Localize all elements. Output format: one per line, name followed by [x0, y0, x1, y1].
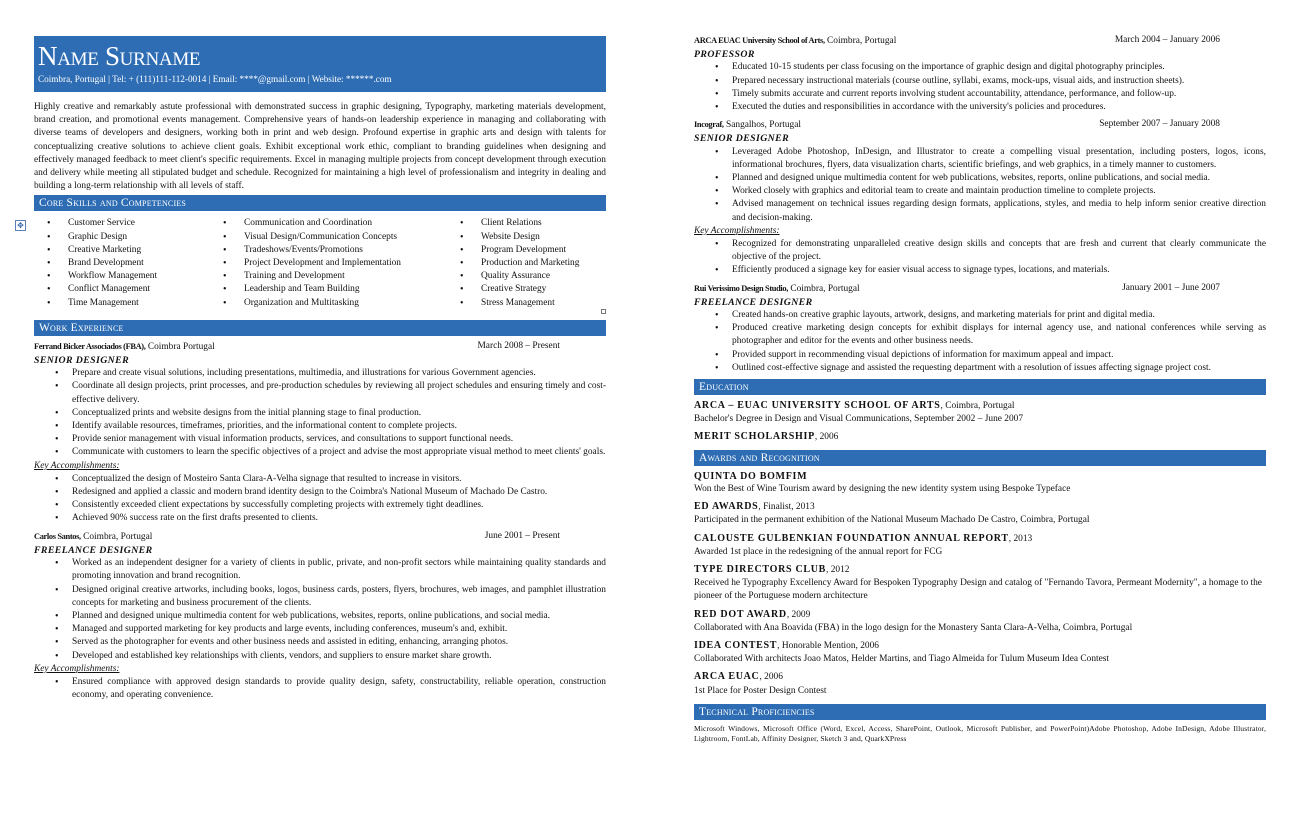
entry-name: MERIT SCHOLARSHIP: [694, 431, 815, 443]
job-employer: [34, 530, 152, 544]
skill-item: • Creative Marketing: [34, 244, 210, 257]
entry-description: 1st Place for Poster Design Contest: [694, 685, 827, 696]
job-title: FREELANCE DESIGNER: [34, 544, 153, 556]
entry-item: [694, 670, 1266, 697]
candidate-name: Name Surname: [38, 41, 201, 71]
employer-location: Coimbra Portugal: [145, 341, 215, 352]
key-accomplishments-label: Key Accomplishments:: [34, 460, 120, 471]
work-jobs-left: [34, 340, 606, 702]
skill-item: • Project Development and Implementation: [210, 257, 447, 270]
skill-item: • Creative Strategy: [447, 283, 597, 296]
skill-item: • Training and Development: [210, 270, 447, 283]
skill-item: • Website Design: [447, 231, 597, 244]
entry-description: Received he Typography Excellency Award for Bespoken Typography Design and catalog of "Fernando Tavora, Permeant Modernity", a homage to the pioneer of the Portuguese modern architecture: [694, 578, 1262, 602]
entry-name: ARCA – EUAC UNIVERSITY SCHOOL OF ARTS: [694, 400, 941, 412]
skill-item: • Graphic Design: [34, 231, 210, 244]
entry-title: [694, 639, 1266, 653]
job-header: [694, 118, 1266, 132]
job-employer: [694, 282, 860, 296]
entry-name: TYPE DIRECTORS CLUB: [694, 563, 827, 575]
name-banner: [34, 36, 606, 92]
entry-item: [694, 500, 1266, 527]
accomplishments-list: [34, 676, 606, 702]
duty-item: • Communicate with customers to learn the specific objectives of a project and advise the most appropriate visual method to meet clients' goals.: [34, 446, 606, 459]
accomplishment-item: • Redesigned and applied a classic and modern brand identity design to the Coimbra's National Museum of Machado De Castro.: [34, 486, 606, 499]
duty-item: • Leveraged Adobe Photoshop, InDesign, and Illustrator to create a compelling visual presentation, including posters, logos, icons, informational brochures, flyers, data visualization charts, scientific briefings, and web graphics, in a timely manner to customers.: [694, 146, 1266, 172]
entry-name: IDEA CONTEST: [694, 639, 778, 651]
table-resize-handle[interactable]: [601, 309, 606, 314]
skill-item: • Brand Development: [34, 257, 210, 270]
job-title: SENIOR DESIGNER: [694, 133, 790, 145]
entry-name: ED AWARDS: [694, 501, 759, 513]
entry-title: [694, 500, 1266, 514]
duty-item: • Prepare and create visual solutions, including presentations, multimedia, and illustrations for various Government agencies.: [34, 367, 606, 380]
job-dates: March 2008 – Present: [477, 340, 560, 351]
entry-name: CALOUSTE GULBENKIAN FOUNDATION ANNUAL REPORT: [694, 532, 1009, 544]
duty-item: • Coordinate all design projects, print processes, and pre-production schedules by reviewing all project schedules and ensuring timely and cost-effective delivery.: [34, 380, 606, 406]
accomplishment-item: • Consistently exceeded client expectations by successfully completing projects with extremely tight deadlines.: [34, 499, 606, 512]
job-header: [34, 530, 606, 544]
entry-detail: , 2006: [814, 432, 839, 443]
entry-title: [694, 608, 1266, 622]
entry-detail: , 2009: [786, 609, 811, 620]
entry-title: [694, 399, 1266, 413]
move-handle-icon[interactable]: ✥: [15, 220, 26, 231]
entry-title: [694, 670, 1266, 684]
section-heading-education: Education: [694, 379, 1266, 395]
employer-location: Sangalhos, Portugal: [723, 120, 801, 131]
entry-title: [694, 563, 1266, 577]
skills-column-2: [210, 217, 447, 309]
skill-item: • Leadership and Team Building: [210, 283, 447, 296]
skill-item: • Tradeshows/Events/Promotions: [210, 244, 447, 257]
duty-item: • Created hands-on creative graphic layouts, artwork, designs, and marketing materials for print and digital media.: [694, 309, 1266, 322]
entry-name: QUINTA DO BOMFIM: [694, 470, 808, 482]
employer-location: Coimbra, Portugal: [787, 283, 860, 294]
accomplishment-item: • Ensured compliance with approved design standards to provide quality design, safety, constructability, reliable operation, construction economy, and operating convenience.: [34, 676, 606, 702]
accomplishment-item: • Recognized for demonstrating unparalleled creative design skills and concepts that are fresh and current that clearly communicate the objective of the project.: [694, 238, 1266, 264]
skills-column-1: [34, 217, 210, 309]
job-duties: [34, 557, 606, 663]
section-heading-work: Work Experience: [34, 320, 606, 336]
duty-item: • Educated 10-15 students per class focusing on the importance of graphic design and digital photography principles.: [694, 61, 1266, 74]
job-entry: [34, 340, 606, 526]
entry-detail: , Honorable Mention, 2006: [777, 640, 879, 651]
entry-description: Participated in the permanent exhibition of the National Museum Machado De Castro, Coimbra, Portugal: [694, 515, 1090, 526]
job-entry: [34, 530, 606, 703]
job-entry: [694, 34, 1266, 114]
work-jobs-right: [694, 34, 1266, 375]
duty-item: • Developed and established key relationships with clients, vendors, and suppliers to ensure market share growth.: [34, 650, 606, 663]
entry-detail: , 2012: [826, 564, 850, 575]
employer-name: Carlos Santos,: [34, 531, 81, 541]
duty-item: • Timely submits accurate and current reports involving student accountability, attendance, performance, and follow-up.: [694, 88, 1266, 101]
duty-item: • Conceptualized prints and website designs from the initial planning stage to final production.: [34, 407, 606, 420]
contact-line: Coimbra, Portugal | Tel: + (111)111-112-0014 | Email: ****@gmail.com | Website: ******.com: [38, 74, 392, 84]
job-employer: [694, 34, 896, 48]
job-dates: September 2007 – January 2008: [1099, 119, 1220, 130]
entry-title: [694, 532, 1266, 546]
entry-name: ARCA EUAC: [694, 671, 760, 683]
skill-item: • Stress Management: [447, 297, 597, 310]
employer-name: ARCA EUAC University School of Arts,: [694, 36, 825, 45]
duty-item: • Provide senior management with visual information products, services, and consultations to support functional needs.: [34, 433, 606, 446]
skills-table: [17, 217, 606, 309]
duty-item: • Designed original creative artworks, including books, logos, business cards, posters, flyers, brochures, web images, and pamphlet illustration concepts for marketing and business procurement of the clients.: [34, 584, 606, 610]
job-duties: [694, 61, 1266, 114]
technical-proficiencies-text: Microsoft Windows, Microsoft Office (Word, Excel, Access, SharePoint, Outlook, Microsoft Publisher, and PowerPoint)Adobe Photoshop, Adobe InDesign, Adobe Illustrator, Lightroom, FontLab, Affinity Designer, Sketch 3 and, QuarkXPress: [694, 723, 1266, 744]
job-title: FREELANCE DESIGNER: [694, 296, 813, 308]
left-page-column: [17, 0, 606, 702]
duty-item: • Planned and designed unique multimedia content for web publications, websites, reports, online publications, and social media.: [694, 172, 1266, 185]
entry-item: [694, 430, 1266, 444]
section-heading-technical: Technical Proficiencies: [694, 704, 1266, 720]
skill-item: • Visual Design/Communication Concepts: [210, 231, 447, 244]
entry-description: Collaborated with Ana Boavida (FBA) in the logo design for the Monastery Santa Clara-A-Velha, Coimbra, Portugal: [694, 622, 1133, 633]
section-heading-skills: Core Skills and Competencies: [34, 195, 606, 211]
awards-list: [694, 470, 1266, 698]
entry-detail: , Coimbra, Portugal: [940, 401, 1015, 412]
duty-item: • Identify available resources, timeframes, priorities, and the informational content to complete projects.: [34, 420, 606, 433]
entry-item: [694, 639, 1266, 666]
entry-description: Bachelor's Degree in Design and Visual Communications, September 2002 – June 2007: [694, 414, 1024, 425]
employer-name: Incograf,: [694, 120, 724, 130]
entry-detail: , Finalist, 2013: [758, 502, 815, 513]
skill-item: • Client Relations: [447, 217, 597, 230]
skill-item: • Time Management: [34, 297, 210, 310]
skills-column-3: [447, 217, 597, 309]
employer-location: Coimbra, Portugal: [80, 531, 153, 542]
job-title: PROFESSOR: [694, 49, 755, 61]
entry-item: [694, 470, 1266, 496]
skill-item: • Quality Assurance: [447, 270, 597, 283]
skill-item: • Conflict Management: [34, 283, 210, 296]
skill-item: • Program Development: [447, 244, 597, 257]
entry-detail: , 2006: [759, 672, 783, 683]
job-entry: [694, 282, 1266, 375]
skill-item: • Communication and Coordination: [210, 217, 447, 230]
duty-item: • Prepared necessary instructional materials (course outline, syllabi, exams, mock-ups, visual aids, and instruction sheets).: [694, 75, 1266, 88]
duty-item: • Worked as an independent designer for a variety of clients in public, private, and non-profit sectors while maintaining quality standards and promoting innovation and brand recognition.: [34, 557, 606, 583]
entry-item: [694, 563, 1266, 604]
job-entry: [694, 118, 1266, 277]
job-dates: June 2001 – Present: [484, 530, 560, 541]
job-dates: January 2001 – June 2007: [1122, 282, 1220, 293]
job-duties: [694, 309, 1266, 375]
duty-item: • Managed and supported marketing for key products and large events, including conferences, museum's and, exhibit.: [34, 623, 606, 636]
job-dates: March 2004 – January 2006: [1114, 35, 1220, 45]
skill-item: • Workflow Management: [34, 270, 210, 283]
duty-item: • Planned and designed unique multimedia content for web publications, websites, reports, online publications, and social media.: [34, 610, 606, 623]
entry-title: [694, 470, 1266, 483]
job-title: SENIOR DESIGNER: [34, 355, 130, 367]
accomplishments-list: [694, 238, 1266, 278]
accomplishment-item: • Efficiently produced a signage key for easier visual access to signage types, locations, and materials.: [694, 264, 1266, 277]
entry-item: [694, 399, 1266, 426]
skill-item: • Production and Marketing: [447, 257, 597, 270]
key-accomplishments-label: Key Accomplishments:: [694, 225, 780, 236]
duty-item: • Served as the photographer for events and other business needs and assisted in editing, enhancing, arranging photos.: [34, 636, 606, 649]
key-accomplishments-label: Key Accomplishments:: [34, 663, 120, 674]
employer-name: Ferrand Bicker Associados (FBA),: [34, 341, 146, 351]
right-page-column: [694, 0, 1266, 745]
employer-name: Rui Verissimo Design Studio,: [694, 283, 788, 293]
accomplishments-list: [34, 473, 606, 526]
entry-name: RED DOT AWARD: [694, 608, 787, 620]
job-duties: [34, 367, 606, 459]
education-list: [694, 399, 1266, 445]
job-duties: [694, 146, 1266, 225]
job-employer: [694, 118, 801, 132]
entry-description: Awarded 1st place in the redesigning of the annual report for FCG: [694, 546, 943, 557]
duty-item: • Advised management on technical issues regarding design formats, applications, styles, and media to help inform senior creative direction and decision-making.: [694, 198, 1266, 224]
accomplishment-item: • Conceptualized the design of Mosteiro Santa Clara-A-Velha signage that resulted to increase in visitors.: [34, 473, 606, 486]
duty-item: • Outlined cost-effective signage and assisted the requesting department with a resolution of issues affecting signage project cost.: [694, 362, 1266, 375]
skill-item: • Customer Service: [34, 217, 210, 230]
duty-item: • Executed the duties and responsibilities in accordance with the university's policies and procedures.: [694, 101, 1266, 114]
accomplishment-item: • Achieved 90% success rate on the first drafts presented to clients.: [34, 512, 606, 525]
entry-description: Won the Best of Wine Tourism award by designing the new identity system using Bespoke Typeface: [694, 483, 1071, 494]
duty-item: • Produced creative marketing design concepts for exhibit displays for internal agency use, and national conferences while serving as photographer and editor for the events and other business needs.: [694, 322, 1266, 348]
job-header: [694, 282, 1266, 296]
employer-location: Coimbra, Portugal: [824, 36, 897, 46]
job-header: [694, 34, 1266, 48]
section-heading-awards: Awards and Recognition: [694, 450, 1266, 466]
entry-title: [694, 430, 1266, 444]
skill-item: • Organization and Multitasking: [210, 297, 447, 310]
entry-detail: , 2013: [1008, 533, 1033, 544]
entry-description: Collaborated With architects Joao Matos, Helder Martins, and Tiago Almeida for Tulum Museum Idea Contest: [694, 654, 1110, 665]
entry-item: [694, 608, 1266, 635]
job-header: [34, 340, 606, 354]
professional-summary: Highly creative and remarkably astute professional with demonstrated success in graphic designing, Typography, marketing materials development, brand creation, and promotional events management. Comprehensive years of hands-on leadership experience in managing and collaborating with diverse teams of developers and designers, working both in print and web design. Profound expertise in graphic arts and design with talents for conceptualizing creative solutions to achieve client goals. Exhibit exceptional work ethic, compliant to branding guidelines when designing and effectively managed feedback to meet client's specific requirements. Excel in managing multiple projects from concept development through execution and delivery while meeting all stipulated budget and schedule. Recognized for maintaining a high level of professionalism and integrity in dealing and building a long-term relationship with all levels of staff.: [34, 102, 606, 192]
duty-item: • Worked closely with graphics and editorial team to create and maintain production timeline to complete projects.: [694, 185, 1266, 198]
job-employer: [34, 340, 215, 354]
duty-item: • Provided support in recommending visual depictions of information for maximum appeal and impact.: [694, 349, 1266, 362]
entry-item: [694, 532, 1266, 559]
